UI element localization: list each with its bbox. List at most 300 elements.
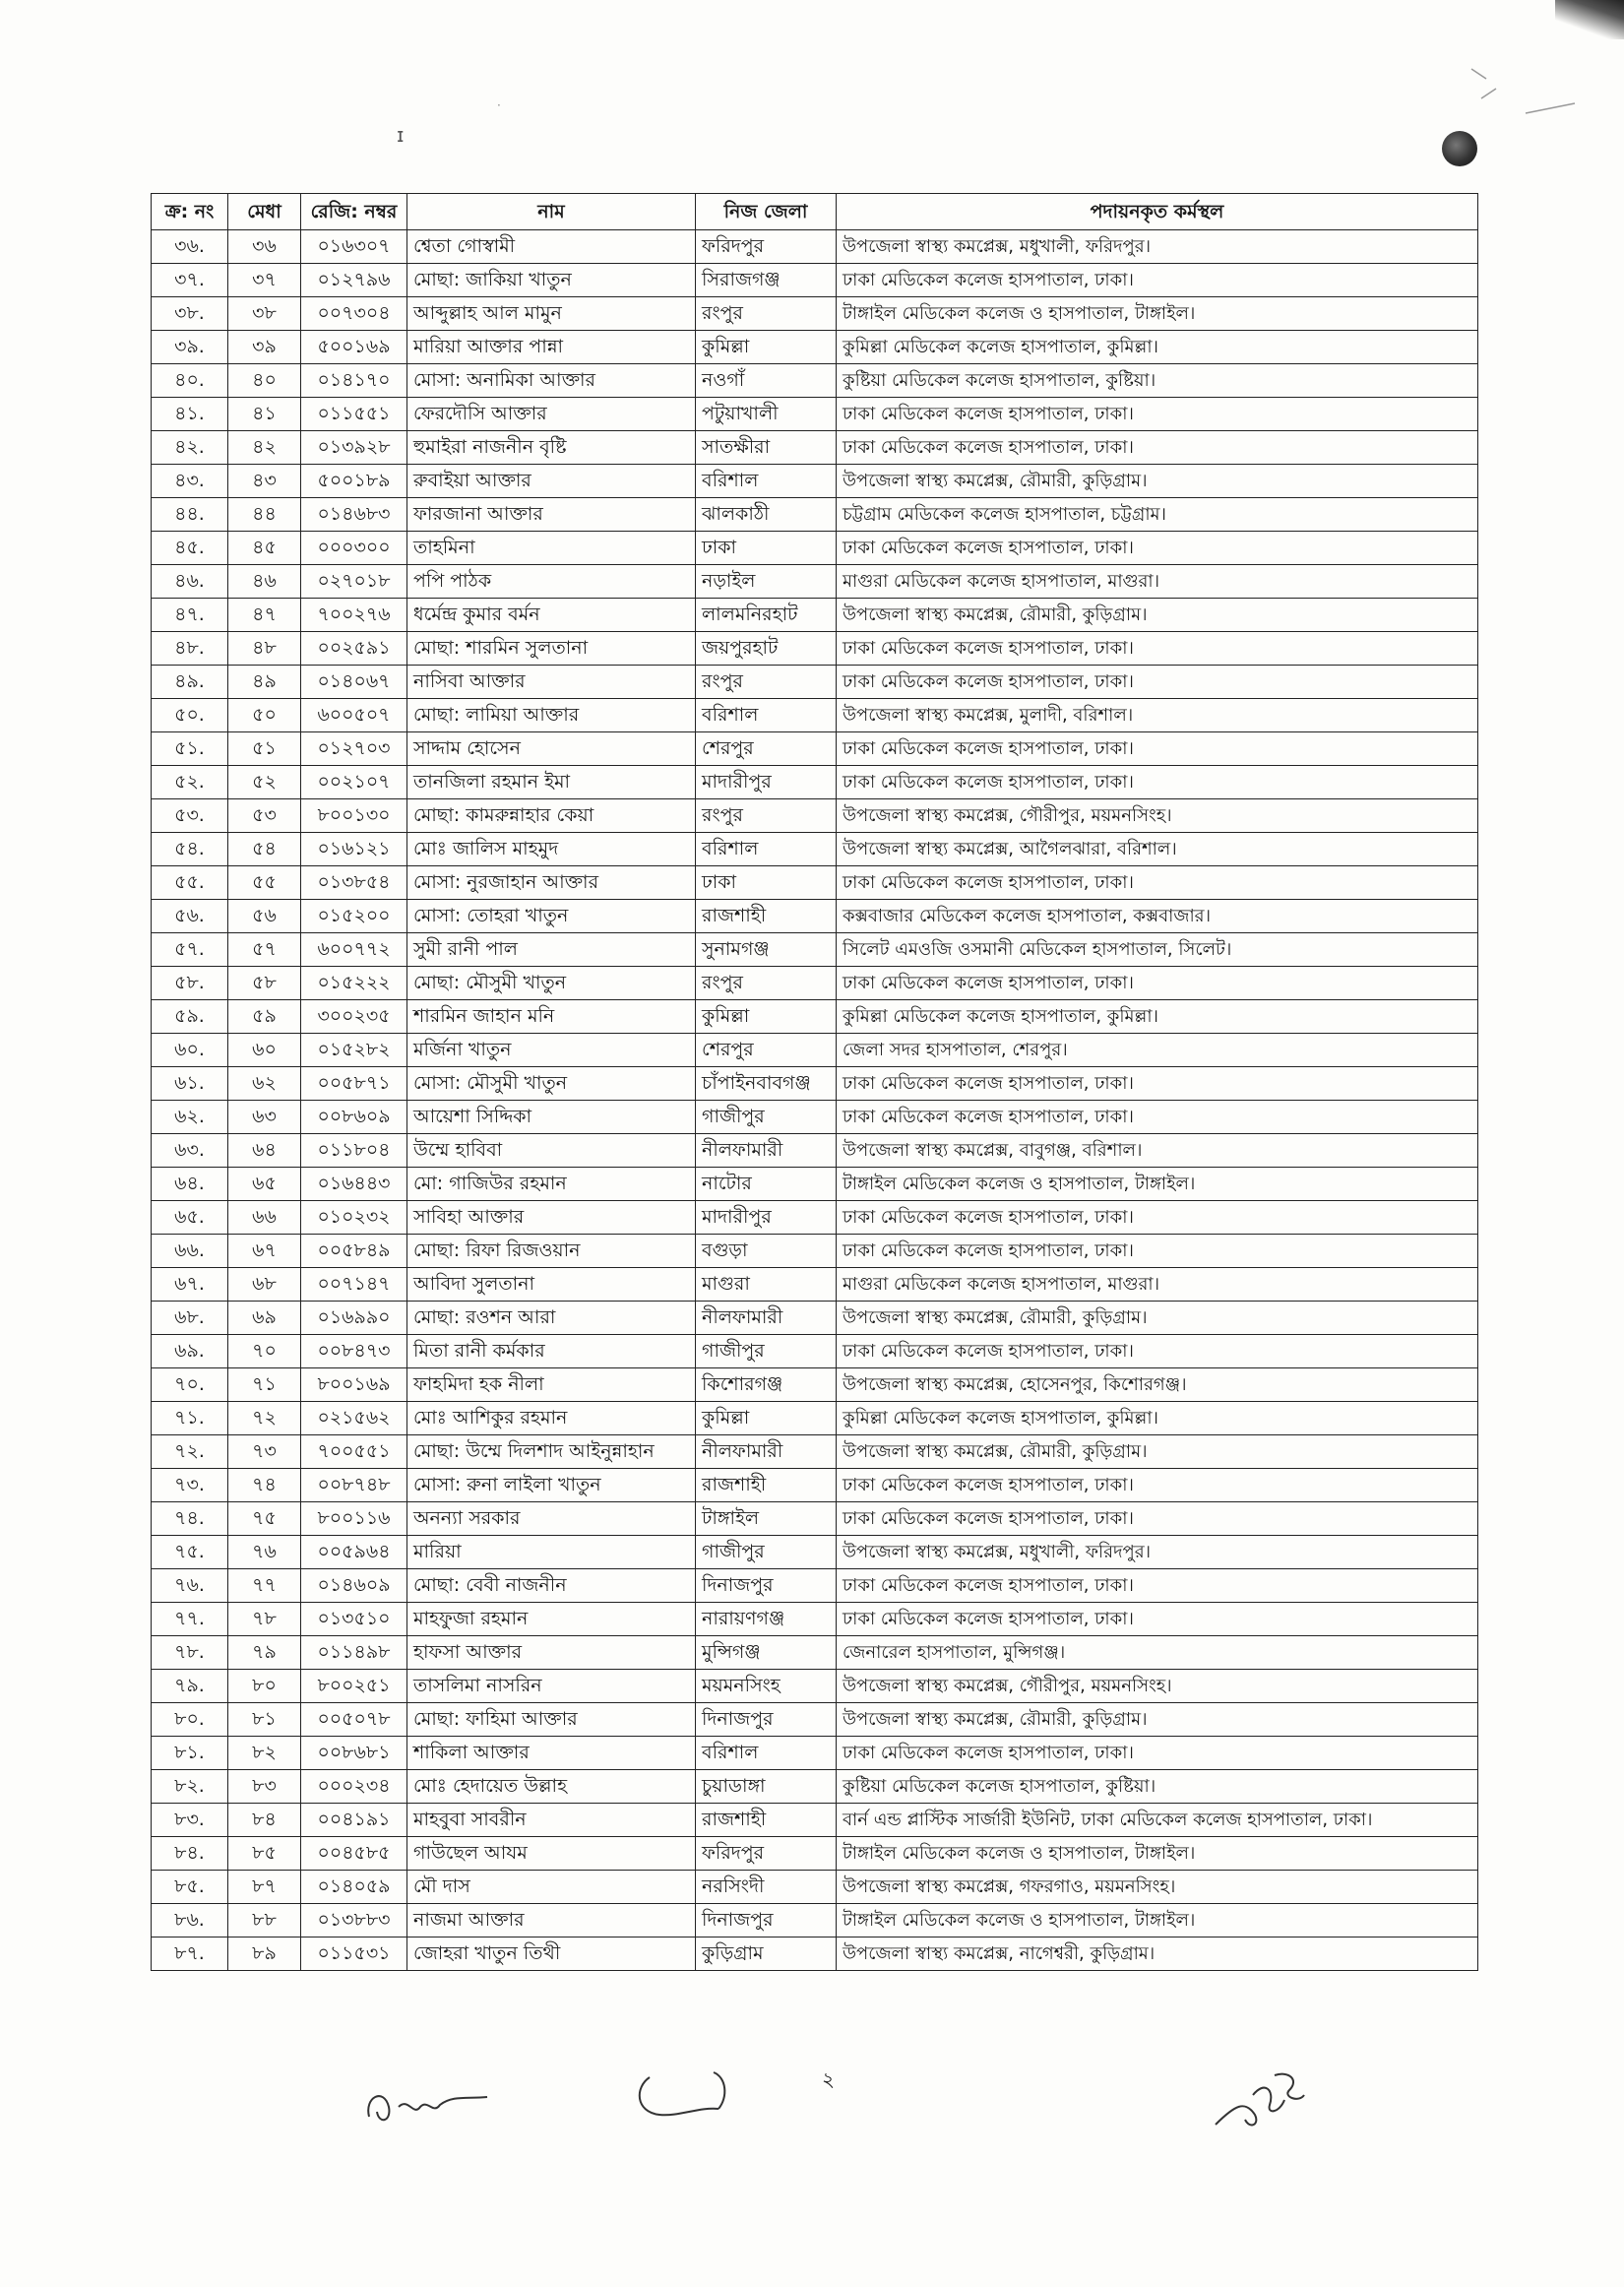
merit-cell: ৭৬: [228, 1536, 301, 1569]
registration-cell: ০১৪১৭০: [301, 364, 407, 398]
merit-cell: ৫৮: [228, 967, 301, 1000]
district-cell: রাজশাহী: [696, 900, 837, 933]
posting-cell: মাগুরা মেডিকেল কলেজ হাসপাতাল, মাগুরা।: [837, 1268, 1478, 1302]
name-cell: মোছা: রিফা রিজওয়ান: [407, 1235, 696, 1268]
registration-cell: ০০৪৫৮৫: [301, 1837, 407, 1871]
name-cell: সাদ্দাম হোসেন: [407, 732, 696, 766]
serial-cell: ৪৩.: [152, 465, 228, 498]
merit-cell: ৬০: [228, 1034, 301, 1067]
table-row: [152, 1737, 1478, 1770]
name-cell: মোঃ জালিস মাহমুদ: [407, 833, 696, 866]
merit-cell: ৬৫: [228, 1168, 301, 1201]
table-row: [152, 465, 1478, 498]
table-row: [152, 666, 1478, 699]
posting-cell: টাঙ্গাইল মেডিকেল কলেজ ও হাসপাতাল, টাঙ্গাইল।: [837, 1837, 1478, 1871]
name-cell: মোছা: লামিয়া আক্তার: [407, 699, 696, 732]
serial-cell: ৫৪.: [152, 833, 228, 866]
registration-cell: ৭০০৫৫১: [301, 1435, 407, 1469]
merit-cell: ৫৬: [228, 900, 301, 933]
name-cell: অনন্যা সরকার: [407, 1502, 696, 1536]
district-cell: দিনাজপুর: [696, 1904, 837, 1938]
name-cell: নাজমা আক্তার: [407, 1904, 696, 1938]
posting-cell: উপজেলা স্বাস্থ্য কমপ্লেক্স, রৌমারী, কুড়িগ্রাম।: [837, 599, 1478, 632]
table-row: [152, 1000, 1478, 1034]
name-cell: সাবিহা আক্তার: [407, 1201, 696, 1235]
posting-cell: উপজেলা স্বাস্থ্য কমপ্লেক্স, হোসেনপুর, কিশোরগঞ্জ।: [837, 1368, 1478, 1402]
merit-cell: ৫৫: [228, 866, 301, 900]
merit-cell: ৪১: [228, 398, 301, 431]
registration-cell: ০১৪৬০৯: [301, 1569, 407, 1603]
merit-cell: ৭২: [228, 1402, 301, 1435]
serial-cell: ৬৯.: [152, 1335, 228, 1368]
posting-cell: উপজেলা স্বাস্থ্য কমপ্লেক্স, গৌরীপুর, ময়মনসিংহ।: [837, 799, 1478, 833]
posting-cell: উপজেলা স্বাস্থ্য কমপ্লেক্স, বাবুগঞ্জ, বরিশাল।: [837, 1134, 1478, 1168]
scan-shadow: [1555, 0, 1624, 39]
serial-cell: ৭৮.: [152, 1636, 228, 1670]
merit-cell: ৬৭: [228, 1235, 301, 1268]
name-cell: শাকিলা আক্তার: [407, 1737, 696, 1770]
table-row: [152, 398, 1478, 431]
posting-cell: জেলা সদর হাসপাতাল, শেরপুর।: [837, 1034, 1478, 1067]
serial-cell: ৫৩.: [152, 799, 228, 833]
registration-cell: ০১৩৮৮৩: [301, 1904, 407, 1938]
serial-cell: ৬৫.: [152, 1201, 228, 1235]
merit-cell: ৬২: [228, 1067, 301, 1101]
name-cell: মৌ দাস: [407, 1871, 696, 1904]
page-number: ২: [822, 2067, 836, 2091]
serial-cell: ৪৫.: [152, 532, 228, 565]
merit-cell: ৭৭: [228, 1569, 301, 1603]
serial-cell: ৭৭.: [152, 1603, 228, 1636]
name-cell: মোছা: ফাহিমা আক্তার: [407, 1703, 696, 1737]
registration-cell: ০০৮৪৭৩: [301, 1335, 407, 1368]
table-row: [152, 1402, 1478, 1435]
merit-cell: ৮৪: [228, 1804, 301, 1837]
posting-cell: উপজেলা স্বাস্থ্য কমপ্লেক্স, মুলাদী, বরিশাল।: [837, 699, 1478, 732]
table-row: [152, 1703, 1478, 1737]
posting-cell: ঢাকা মেডিকেল কলেজ হাসপাতাল, ঢাকা।: [837, 398, 1478, 431]
merit-cell: ৩৮: [228, 297, 301, 331]
posting-cell: উপজেলা স্বাস্থ্য কমপ্লেক্স, রৌমারী, কুড়িগ্রাম।: [837, 1302, 1478, 1335]
registration-cell: ০১৪০৬৭: [301, 666, 407, 699]
name-cell: মোঃ আশিকুর রহমান: [407, 1402, 696, 1435]
serial-cell: ৮০.: [152, 1703, 228, 1737]
name-cell: মোসা: রুনা লাইলা খাতুন: [407, 1469, 696, 1502]
posting-cell: ঢাকা মেডিকেল কলেজ হাসপাতাল, ঢাকা।: [837, 1067, 1478, 1101]
district-cell: ফরিদপুর: [696, 230, 837, 264]
corner-scribble: [1467, 59, 1585, 138]
posting-cell: উপজেলা স্বাস্থ্য কমপ্লেক্স, গফরগাও, ময়মনসিংহ।: [837, 1871, 1478, 1904]
district-cell: মাগুরা: [696, 1268, 837, 1302]
registration-cell: ০১৩৯২৮: [301, 431, 407, 465]
posting-cell: উপজেলা স্বাস্থ্য কমপ্লেক্স, রৌমারী, কুড়িগ্রাম।: [837, 1703, 1478, 1737]
registration-cell: ০১১৪৯৮: [301, 1636, 407, 1670]
table-row: [152, 331, 1478, 364]
district-cell: শেরপুর: [696, 732, 837, 766]
district-cell: বরিশাল: [696, 465, 837, 498]
posting-cell: ঢাকা মেডিকেল কলেজ হাসপাতাল, ঢাকা।: [837, 766, 1478, 799]
merit-cell: ৭৪: [228, 1469, 301, 1502]
merit-cell: ৮৯: [228, 1938, 301, 1971]
signature-3: [1206, 2065, 1314, 2139]
table-row: [152, 1904, 1478, 1938]
district-cell: চাঁপাইনবাবগঞ্জ: [696, 1067, 837, 1101]
posting-cell: মাগুরা মেডিকেল কলেজ হাসপাতাল, মাগুরা।: [837, 565, 1478, 599]
posting-cell: ঢাকা মেডিকেল কলেজ হাসপাতাল, ঢাকা।: [837, 866, 1478, 900]
name-cell: তাসলিমা নাসরিন: [407, 1670, 696, 1703]
posting-cell: কুমিল্লা মেডিকেল কলেজ হাসপাতাল, কুমিল্লা।: [837, 331, 1478, 364]
merit-cell: ৬৪: [228, 1134, 301, 1168]
posting-cell: চট্টগ্রাম মেডিকেল কলেজ হাসপাতাল, চট্টগ্রাম।: [837, 498, 1478, 532]
merit-cell: ৩৬: [228, 230, 301, 264]
table-row: [152, 732, 1478, 766]
name-cell: ধর্মেন্দ্র কুমার বর্মন: [407, 599, 696, 632]
serial-cell: ৭৩.: [152, 1469, 228, 1502]
serial-cell: ৩৯.: [152, 331, 228, 364]
merit-cell: ৬৩: [228, 1101, 301, 1134]
posting-cell: ঢাকা মেডিকেল কলেজ হাসপাতাল, ঢাকা।: [837, 264, 1478, 297]
table-row: [152, 1569, 1478, 1603]
district-cell: কুমিল্লা: [696, 1000, 837, 1034]
district-cell: সিরাজগঞ্জ: [696, 264, 837, 297]
name-cell: ফেরদৌসি আক্তার: [407, 398, 696, 431]
table-row: [152, 1368, 1478, 1402]
signature-2: [630, 2067, 748, 2127]
registration-cell: ০০৫৮৭১: [301, 1067, 407, 1101]
name-cell: শ্বেতা গোস্বামী: [407, 230, 696, 264]
district-cell: কুমিল্লা: [696, 331, 837, 364]
column-header: ক্র: নং: [152, 194, 228, 230]
registration-cell: ০১৬১২১: [301, 833, 407, 866]
registration-cell: ০০৮৭৪৮: [301, 1469, 407, 1502]
district-cell: নড়াইল: [696, 565, 837, 599]
registration-cell: ০১৩৫১০: [301, 1603, 407, 1636]
district-cell: মুন্সিগঞ্জ: [696, 1636, 837, 1670]
table-row: [152, 1201, 1478, 1235]
district-cell: বরিশাল: [696, 699, 837, 732]
district-cell: গাজীপুর: [696, 1101, 837, 1134]
serial-cell: ৬৪.: [152, 1168, 228, 1201]
merit-cell: ৪৮: [228, 632, 301, 666]
merit-cell: ৫১: [228, 732, 301, 766]
table-row: [152, 1435, 1478, 1469]
table-row: [152, 532, 1478, 565]
table-row: [152, 565, 1478, 599]
table-row: [152, 264, 1478, 297]
posting-cell: কক্সবাজার মেডিকেল কলেজ হাসপাতাল, কক্সবাজার।: [837, 900, 1478, 933]
registration-cell: ০২৭০১৮: [301, 565, 407, 599]
posting-cell: ঢাকা মেডিকেল কলেজ হাসপাতাল, ঢাকা।: [837, 431, 1478, 465]
posting-cell: কুষ্টিয়া মেডিকেল কলেজ হাসপাতাল, কুষ্টিয়া।: [837, 364, 1478, 398]
registration-cell: ০১১৫৩১: [301, 1938, 407, 1971]
registration-cell: ০০৫০৭৮: [301, 1703, 407, 1737]
table-row: [152, 364, 1478, 398]
table-row: [152, 1871, 1478, 1904]
posting-cell: টাঙ্গাইল মেডিকেল কলেজ ও হাসপাতাল, টাঙ্গাইল।: [837, 1904, 1478, 1938]
name-cell: মোছা: উম্মে দিলশাদ আইনুন্নাহান: [407, 1435, 696, 1469]
registration-cell: ০১৩৮৫৪: [301, 866, 407, 900]
district-cell: নাটোর: [696, 1168, 837, 1201]
registration-cell: ০০৫৯৬৪: [301, 1536, 407, 1569]
merit-cell: ৫০: [228, 699, 301, 732]
merit-cell: ৮৩: [228, 1770, 301, 1804]
merit-cell: ৬৬: [228, 1201, 301, 1235]
merit-cell: ৫২: [228, 766, 301, 799]
merit-cell: ৩৭: [228, 264, 301, 297]
table-row: [152, 498, 1478, 532]
posting-cell: বার্ন এন্ড প্লাস্টিক সার্জারী ইউনিট, ঢাকা মেডিকেল কলেজ হাসপাতাল, ঢাকা।: [837, 1804, 1478, 1837]
district-cell: শেরপুর: [696, 1034, 837, 1067]
district-cell: দিনাজপুর: [696, 1569, 837, 1603]
table-row: [152, 1067, 1478, 1101]
table-row: [152, 1134, 1478, 1168]
posting-cell: ঢাকা মেডিকেল কলেজ হাসপাতাল, ঢাকা।: [837, 666, 1478, 699]
merit-cell: ৫৩: [228, 799, 301, 833]
district-cell: মাদারীপুর: [696, 1201, 837, 1235]
registration-cell: ০০৮৬০৯: [301, 1101, 407, 1134]
serial-cell: ৪৪.: [152, 498, 228, 532]
serial-cell: ৪৮.: [152, 632, 228, 666]
registration-cell: ০১১৫৫১: [301, 398, 407, 431]
serial-cell: ৬১.: [152, 1067, 228, 1101]
merit-cell: ৪৪: [228, 498, 301, 532]
merit-cell: ৮০: [228, 1670, 301, 1703]
registration-cell: ৫০০১৬৯: [301, 331, 407, 364]
serial-cell: ৪৯.: [152, 666, 228, 699]
serial-cell: ৫৭.: [152, 933, 228, 967]
merit-cell: ৫৪: [228, 833, 301, 866]
merit-cell: ৮৮: [228, 1904, 301, 1938]
table-row: [152, 1603, 1478, 1636]
posting-cell: উপজেলা স্বাস্থ্য কমপ্লেক্স, নাগেশ্বরী, কুড়িগ্রাম।: [837, 1938, 1478, 1971]
district-cell: বরিশাল: [696, 1737, 837, 1770]
registration-cell: ০০৫৮৪৯: [301, 1235, 407, 1268]
serial-cell: ৩৬.: [152, 230, 228, 264]
name-cell: মোসা: মৌসুমী খাতুন: [407, 1067, 696, 1101]
merit-cell: ৫৭: [228, 933, 301, 967]
table-row: [152, 1235, 1478, 1268]
posting-cell: উপজেলা স্বাস্থ্য কমপ্লেক্স, আগৈলঝারা, বরিশাল।: [837, 833, 1478, 866]
table-row: [152, 1335, 1478, 1368]
posting-cell: ঢাকা মেডিকেল কলেজ হাসপাতাল, ঢাকা।: [837, 532, 1478, 565]
name-cell: মোছা: বেবী নাজনীন: [407, 1569, 696, 1603]
table-row: [152, 632, 1478, 666]
serial-cell: ৬৮.: [152, 1302, 228, 1335]
table-row: [152, 1837, 1478, 1871]
posting-cell: উপজেলা স্বাস্থ্য কমপ্লেক্স, রৌমারী, কুড়িগ্রাম।: [837, 1435, 1478, 1469]
registration-cell: ০০৭১৪৭: [301, 1268, 407, 1302]
merit-cell: ৮২: [228, 1737, 301, 1770]
registration-cell: ৬০০৫০৭: [301, 699, 407, 732]
district-cell: মাদারীপুর: [696, 766, 837, 799]
district-cell: ঢাকা: [696, 866, 837, 900]
district-cell: বগুড়া: [696, 1235, 837, 1268]
district-cell: নীলফামারী: [696, 1435, 837, 1469]
column-header: রেজি: নম্বর: [301, 194, 407, 230]
serial-cell: ৮২.: [152, 1770, 228, 1804]
name-cell: হুমাইরা নাজনীন বৃষ্টি: [407, 431, 696, 465]
district-cell: জয়পুরহাট: [696, 632, 837, 666]
serial-cell: ৮১.: [152, 1737, 228, 1770]
registration-cell: ৮০০১৩০: [301, 799, 407, 833]
table-row: [152, 230, 1478, 264]
serial-cell: ৬২.: [152, 1101, 228, 1134]
posting-cell: টাঙ্গাইল মেডিকেল কলেজ ও হাসপাতাল, টাঙ্গাইল।: [837, 1168, 1478, 1201]
registration-cell: ৩০০২৩৫: [301, 1000, 407, 1034]
merit-cell: ৭১: [228, 1368, 301, 1402]
table-row: [152, 833, 1478, 866]
district-cell: নওগাঁ: [696, 364, 837, 398]
serial-cell: ৪৬.: [152, 565, 228, 599]
registration-cell: ৮০০২৫১: [301, 1670, 407, 1703]
registration-cell: ৮০০১৬৯: [301, 1368, 407, 1402]
merit-cell: ৭৯: [228, 1636, 301, 1670]
posting-cell: ঢাকা মেডিকেল কলেজ হাসপাতাল, ঢাকা।: [837, 1201, 1478, 1235]
registration-cell: ০১৬৩০৭: [301, 230, 407, 264]
table-row: [152, 1101, 1478, 1134]
name-cell: নাসিবা আক্তার: [407, 666, 696, 699]
serial-cell: ৬০.: [152, 1034, 228, 1067]
column-header: পদায়নকৃত কর্মস্থল: [837, 194, 1478, 230]
table-body: [152, 230, 1478, 1971]
table-row: [152, 1034, 1478, 1067]
name-cell: মো: গাজিউর রহমান: [407, 1168, 696, 1201]
merit-cell: ৬৮: [228, 1268, 301, 1302]
table-row: [152, 1168, 1478, 1201]
merit-cell: ৮১: [228, 1703, 301, 1737]
district-cell: নীলফামারী: [696, 1302, 837, 1335]
stray-dot: ·: [497, 98, 501, 112]
district-cell: টাঙ্গাইল: [696, 1502, 837, 1536]
merit-cell: ৪৯: [228, 666, 301, 699]
serial-cell: ৫৮.: [152, 967, 228, 1000]
table-row: [152, 297, 1478, 331]
serial-cell: ৭০.: [152, 1368, 228, 1402]
posting-cell: উপজেলা স্বাস্থ্য কমপ্লেক্স, মধুখালী, ফরিদপুর।: [837, 230, 1478, 264]
registration-cell: ০১৪৬৮৩: [301, 498, 407, 532]
serial-cell: ৭৬.: [152, 1569, 228, 1603]
merit-cell: ৪৩: [228, 465, 301, 498]
district-cell: পটুয়াখালী: [696, 398, 837, 431]
district-cell: রাজশাহী: [696, 1469, 837, 1502]
name-cell: শারমিন জাহান মনি: [407, 1000, 696, 1034]
name-cell: মোসা: অনামিকা আক্তার: [407, 364, 696, 398]
registration-cell: ৫০০১৮৯: [301, 465, 407, 498]
table-row: [152, 900, 1478, 933]
district-cell: বরিশাল: [696, 833, 837, 866]
district-cell: গাজীপুর: [696, 1335, 837, 1368]
name-cell: মোসা: নুরজাহান আক্তার: [407, 866, 696, 900]
merit-cell: ৪৬: [228, 565, 301, 599]
name-cell: উম্মে হাবিবা: [407, 1134, 696, 1168]
name-cell: পপি পাঠক: [407, 565, 696, 599]
serial-cell: ৫৯.: [152, 1000, 228, 1034]
posting-cell: ঢাকা মেডিকেল কলেজ হাসপাতাল, ঢাকা।: [837, 1603, 1478, 1636]
district-cell: ঝালকাঠী: [696, 498, 837, 532]
serial-cell: ৬৩.: [152, 1134, 228, 1168]
district-cell: কুমিল্লা: [696, 1402, 837, 1435]
registration-cell: ৮০০১১৬: [301, 1502, 407, 1536]
merit-cell: ৭৩: [228, 1435, 301, 1469]
registration-cell: ০০৮৬৮১: [301, 1737, 407, 1770]
name-cell: আয়েশা সিদ্দিকা: [407, 1101, 696, 1134]
posting-table: [151, 193, 1478, 1971]
table-row: [152, 866, 1478, 900]
serial-cell: ৪৭.: [152, 599, 228, 632]
registration-cell: ০২১৫৬২: [301, 1402, 407, 1435]
name-cell: ফারজানা আক্তার: [407, 498, 696, 532]
table-row: [152, 431, 1478, 465]
registration-cell: ০০০২৩৪: [301, 1770, 407, 1804]
posting-cell: টাঙ্গাইল মেডিকেল কলেজ ও হাসপাতাল, টাঙ্গাইল।: [837, 297, 1478, 331]
table-header-row: [152, 194, 1478, 230]
name-cell: আবিদা সুলতানা: [407, 1268, 696, 1302]
table-row: [152, 1469, 1478, 1502]
table-row: [152, 1536, 1478, 1569]
serial-cell: ৮৭.: [152, 1938, 228, 1971]
serial-cell: ৫০.: [152, 699, 228, 732]
serial-cell: ৩৮.: [152, 297, 228, 331]
merit-cell: ৮৭: [228, 1871, 301, 1904]
posting-cell: ঢাকা মেডিকেল কলেজ হাসপাতাল, ঢাকা।: [837, 632, 1478, 666]
district-cell: রংপুর: [696, 799, 837, 833]
signature-1: [359, 2077, 497, 2136]
posting-cell: ঢাকা মেডিকেল কলেজ হাসপাতাল, ঢাকা।: [837, 1469, 1478, 1502]
registration-cell: ০১১৮০৪: [301, 1134, 407, 1168]
serial-cell: ৭২.: [152, 1435, 228, 1469]
registration-cell: ০১২৭৯৬: [301, 264, 407, 297]
merit-cell: ৪০: [228, 364, 301, 398]
serial-cell: ৪০.: [152, 364, 228, 398]
serial-cell: ৪২.: [152, 431, 228, 465]
merit-cell: ৩৯: [228, 331, 301, 364]
table-row: [152, 799, 1478, 833]
serial-cell: ৫২.: [152, 766, 228, 799]
name-cell: মর্জিনা খাতুন: [407, 1034, 696, 1067]
registration-cell: ০১৫২০০: [301, 900, 407, 933]
name-cell: মোছা: মৌসুমী খাতুন: [407, 967, 696, 1000]
table-row: [152, 1770, 1478, 1804]
merit-cell: ৭৫: [228, 1502, 301, 1536]
name-cell: মিতা রানী কর্মকার: [407, 1335, 696, 1368]
name-cell: তানজিলা রহমান ইমা: [407, 766, 696, 799]
posting-cell: ঢাকা মেডিকেল কলেজ হাসপাতাল, ঢাকা।: [837, 1335, 1478, 1368]
merit-cell: ৮৫: [228, 1837, 301, 1871]
table-row: [152, 599, 1478, 632]
stray-mark: ɪ: [397, 123, 405, 147]
serial-cell: ৫৫.: [152, 866, 228, 900]
posting-cell: ঢাকা মেডিকেল কলেজ হাসপাতাল, ঢাকা।: [837, 1502, 1478, 1536]
registration-cell: ৬০০৭৭২: [301, 933, 407, 967]
name-cell: তাহমিনা: [407, 532, 696, 565]
name-cell: রুবাইয়া আক্তার: [407, 465, 696, 498]
posting-cell: কুমিল্লা মেডিকেল কলেজ হাসপাতাল, কুমিল্লা।: [837, 1402, 1478, 1435]
district-cell: ফরিদপুর: [696, 1837, 837, 1871]
name-cell: হাফসা আক্তার: [407, 1636, 696, 1670]
column-header: নাম: [407, 194, 696, 230]
serial-cell: ৬৬.: [152, 1235, 228, 1268]
posting-cell: ঢাকা মেডিকেল কলেজ হাসপাতাল, ঢাকা।: [837, 732, 1478, 766]
serial-cell: ৭৯.: [152, 1670, 228, 1703]
merit-cell: ৪২: [228, 431, 301, 465]
posting-cell: ঢাকা মেডিকেল কলেজ হাসপাতাল, ঢাকা।: [837, 1569, 1478, 1603]
table-row: [152, 699, 1478, 732]
district-cell: গাজীপুর: [696, 1536, 837, 1569]
column-header: নিজ জেলা: [696, 194, 837, 230]
serial-cell: ৮৬.: [152, 1904, 228, 1938]
serial-cell: ৩৭.: [152, 264, 228, 297]
merit-cell: ৭৮: [228, 1603, 301, 1636]
